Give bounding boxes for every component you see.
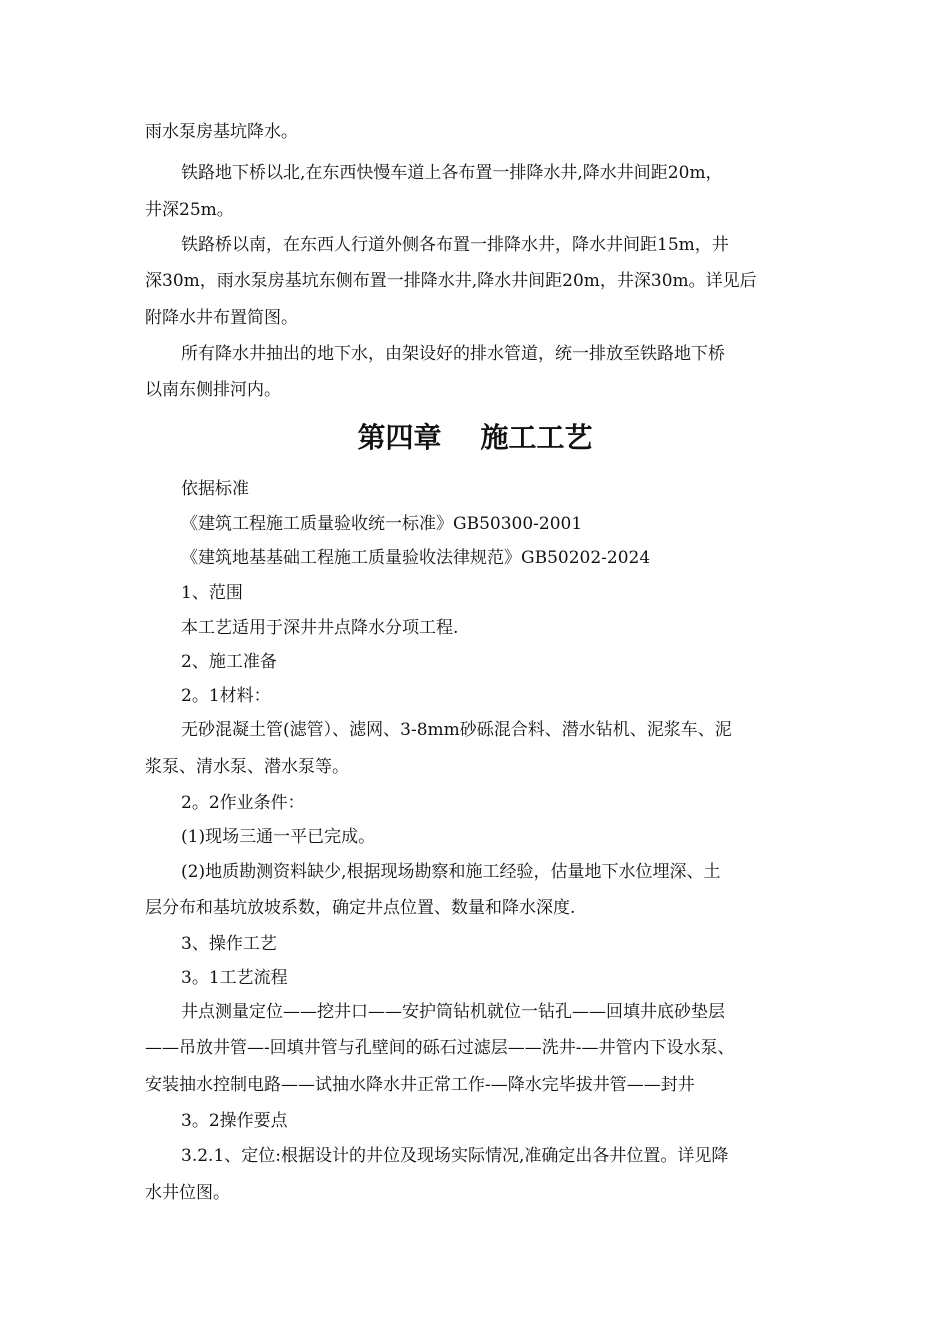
para-south-l1: 铁路桥以南，在东西人行道外侧各布置一排降水井，降水井间距15m，井 <box>181 235 729 255</box>
scope-text: 本工艺适用于深井井点降水分项工程. <box>181 618 459 638</box>
para-north-l1: 铁路地下桥以北,在东西快慢车道上各布置一排降水井,降水井间距20m， <box>181 163 723 183</box>
chapter-number: 第四章 <box>357 421 442 454</box>
para-south-l2: 深30m，雨水泵房基坑东侧布置一排降水井,降水井间距20m，井深30m。详见后 <box>145 271 757 291</box>
para-drainage-l2: 以南东侧排河内。 <box>145 380 281 400</box>
para-drainage-l1: 所有降水井抽出的地下水，由架设好的排水管道，统一排放至铁路地下桥 <box>181 344 725 364</box>
condition-2-l2: 层分布和基坑放坡系数，确定井点位置、数量和降水深度. <box>145 898 576 918</box>
materials-l1: 无砂混凝土管(滤管）、滤网、3-8mm砂砾混合料、潜水钻机、泥浆车、泥 <box>181 720 732 740</box>
standard-2: 《建筑地基基础工程施工质量验收法律规范》GB50202-2024 <box>181 548 651 568</box>
flow-l3: 安装抽水控制电路——试抽水降水井正常工作-—降水完毕拔井管——封井 <box>145 1075 695 1095</box>
flow-heading: 3。1工艺流程 <box>181 968 288 988</box>
para-north-l2: 井深25m。 <box>145 200 234 220</box>
materials-l2: 浆泵、清水泵、潜水泵等。 <box>145 757 349 777</box>
standard-1: 《建筑工程施工质量验收统一标准》GB50300-2001 <box>181 514 583 534</box>
flow-l1: 井点测量定位——挖井口——安护筒钻机就位一钻孔——回填井底砂垫层 <box>181 1002 725 1022</box>
point-1-l1: 3.2.1、定位:根据设计的井位及现场实际情况,准确定出各井位置。详见降 <box>181 1146 729 1166</box>
points-heading: 3。2操作要点 <box>181 1111 288 1131</box>
para-rain-pump-l1: 雨水泵房基坑降水。 <box>145 122 298 142</box>
condition-2-l1: (2)地质勘测资料缺少,根据现场勘察和施工经验，估量地下水位埋深、土 <box>181 862 721 882</box>
conditions-heading: 2。2作业条件： <box>181 793 305 813</box>
section-scope-heading: 1、范围 <box>181 583 243 603</box>
section-prep-heading: 2、施工准备 <box>181 652 277 672</box>
flow-l2: ——吊放井管—-回填井管与孔壁间的砾石过滤层——洗井-—井管内下设水泵、 <box>145 1038 735 1058</box>
point-1-l2: 水井位图。 <box>145 1183 230 1203</box>
section-ops-heading: 3、操作工艺 <box>181 934 277 954</box>
materials-heading: 2。1材料： <box>181 686 271 706</box>
condition-1: (1)现场三通一平已完成。 <box>181 827 376 847</box>
chapter-title: 施工工艺 <box>480 421 593 454</box>
chapter-heading <box>0 418 950 458</box>
para-south-l3: 附降水井布置简图。 <box>145 308 298 328</box>
basis-label: 依据标准 <box>181 479 249 499</box>
